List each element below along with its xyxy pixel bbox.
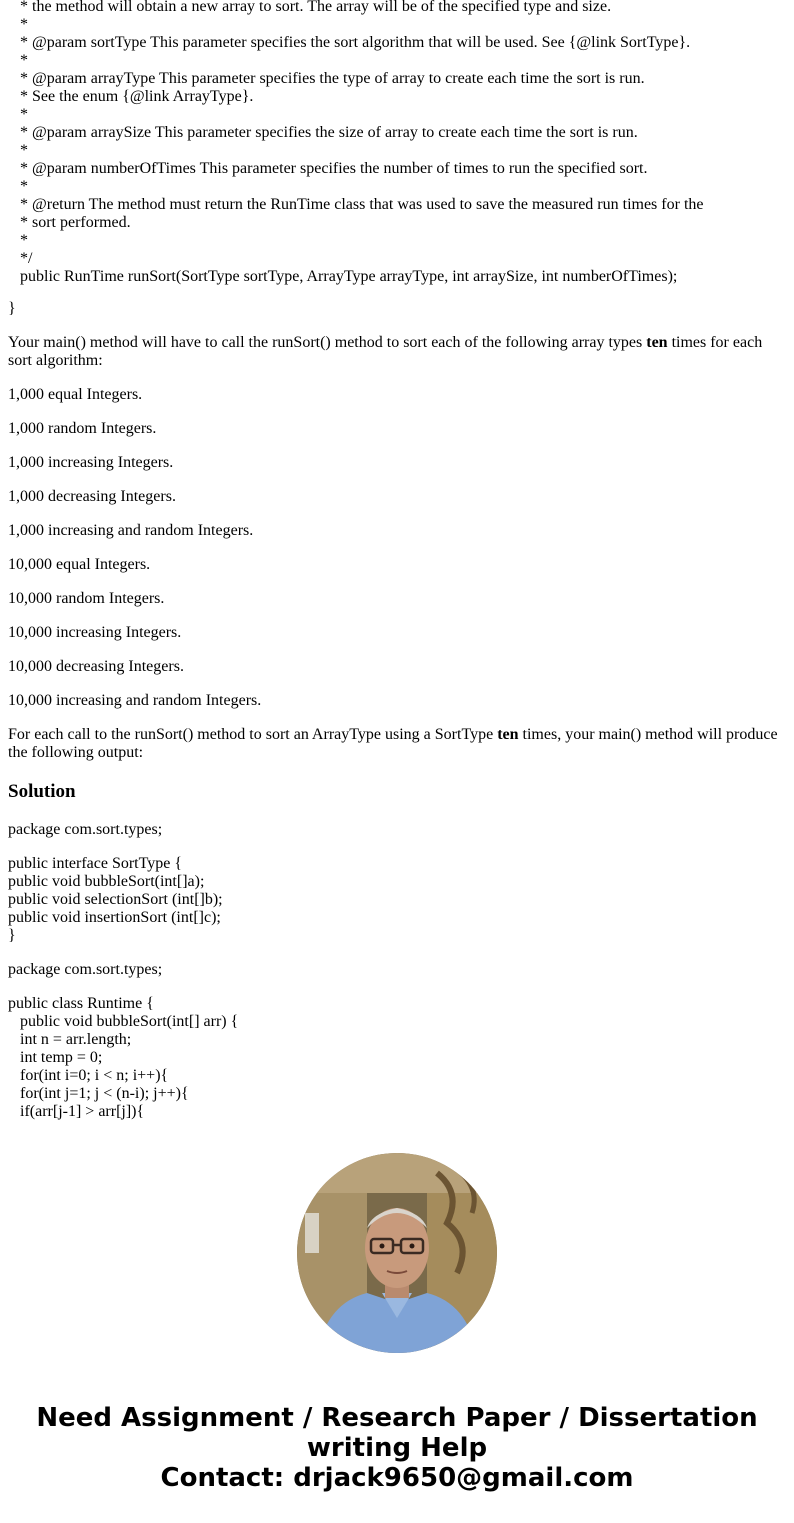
list-item: 1,000 decreasing Integers. [8, 488, 176, 505]
code-line: int n = arr.length; [20, 1031, 132, 1048]
code-line: public class Runtime { [8, 995, 154, 1012]
comment-line: * [20, 232, 28, 249]
list-item: 10,000 random Integers. [8, 590, 165, 607]
list-item: 1,000 equal Integers. [8, 386, 143, 403]
output-emphasis: ten [497, 726, 519, 743]
list-item: 1,000 random Integers. [8, 420, 157, 437]
code-line: public void bubbleSort(int[]a); [8, 873, 205, 890]
intro-emphasis: ten [646, 334, 668, 351]
intro-text-before: Your main() method will have to call the runSort() method to sort each of the following array types [8, 334, 647, 351]
javadoc-comment [8, 0, 703, 286]
code-line: if(arr[j-1] > arr[j]){ [20, 1103, 145, 1120]
class-code [8, 995, 238, 1121]
list-item: 1,000 increasing and random Integers. [8, 522, 254, 539]
code-line: for(int j=1; j < (n-i); j++){ [20, 1085, 189, 1102]
intro-text-after: times for each sort algorithm: [8, 334, 763, 369]
comment-line: * [20, 142, 28, 159]
promo-banner [0, 1403, 794, 1493]
package-line: package com.sort.types; [8, 821, 163, 838]
intro-paragraph [8, 334, 786, 370]
interface-code [8, 855, 223, 945]
comment-line: * @return The method must return the RunTime class that was used to save the measured run times for the [20, 196, 704, 213]
comment-line: * sort performed. [20, 214, 131, 231]
list-item: 1,000 increasing Integers. [8, 454, 174, 471]
list-item: 10,000 equal Integers. [8, 556, 151, 573]
output-text-after: times, your main() method will produce the following output: [8, 726, 778, 761]
method-signature: public RunTime runSort(SortType sortType, ArrayType arrayType, int arraySize, int numberOfTimes); [20, 268, 678, 285]
comment-line: * @param arraySize This parameter specifies the size of array to create each time the sort is run. [20, 124, 638, 141]
list-item: 10,000 increasing Integers. [8, 624, 182, 641]
comment-line: * @param numberOfTimes This parameter specifies the number of times to run the specified sort. [20, 160, 648, 177]
code-line: public void bubbleSort(int[] arr) { [20, 1013, 239, 1030]
comment-line: * @param sortType This parameter specifies the sort algorithm that will be used. See {@link SortType}. [20, 34, 691, 51]
promo-line: Need Assignment / Research Paper / Dissertation [36, 1403, 758, 1433]
comment-line: * [20, 106, 28, 123]
code-line: } [8, 927, 16, 944]
comment-line: * @param arrayType This parameter specifies the type of array to create each time the sort is run. [20, 70, 645, 87]
code-line: public void selectionSort (int[]b); [8, 891, 223, 908]
code-line: public void insertionSort (int[]c); [8, 909, 221, 926]
code-line: int temp = 0; [20, 1049, 103, 1066]
promo-contact: Contact: drjack9650@gmail.com [160, 1463, 634, 1493]
code-line: public interface SortType { [8, 855, 183, 872]
list-item: 10,000 decreasing Integers. [8, 658, 184, 675]
comment-line: * [20, 16, 28, 33]
output-text-before: For each call to the runSort() method to sort an ArrayType using a SortType [8, 726, 498, 743]
output-paragraph [8, 726, 786, 762]
list-item: 10,000 increasing and random Integers. [8, 692, 262, 709]
solution-heading: Solution [8, 781, 76, 802]
comment-line: * See the enum {@link ArrayType}. [20, 88, 254, 105]
comment-line: * [20, 52, 28, 69]
comment-line: */ [20, 250, 33, 267]
promo-line: writing Help [306, 1433, 488, 1463]
portrait-illustration [297, 1153, 497, 1353]
code-line: for(int i=0; i < n; i++){ [20, 1067, 169, 1084]
author-photo [297, 1153, 497, 1353]
closing-brace: } [8, 300, 16, 317]
package-line: package com.sort.types; [8, 961, 163, 978]
comment-line: * the method will obtain a new array to sort. The array will be of the specified type and size. [20, 0, 612, 15]
comment-line: * [20, 178, 28, 195]
